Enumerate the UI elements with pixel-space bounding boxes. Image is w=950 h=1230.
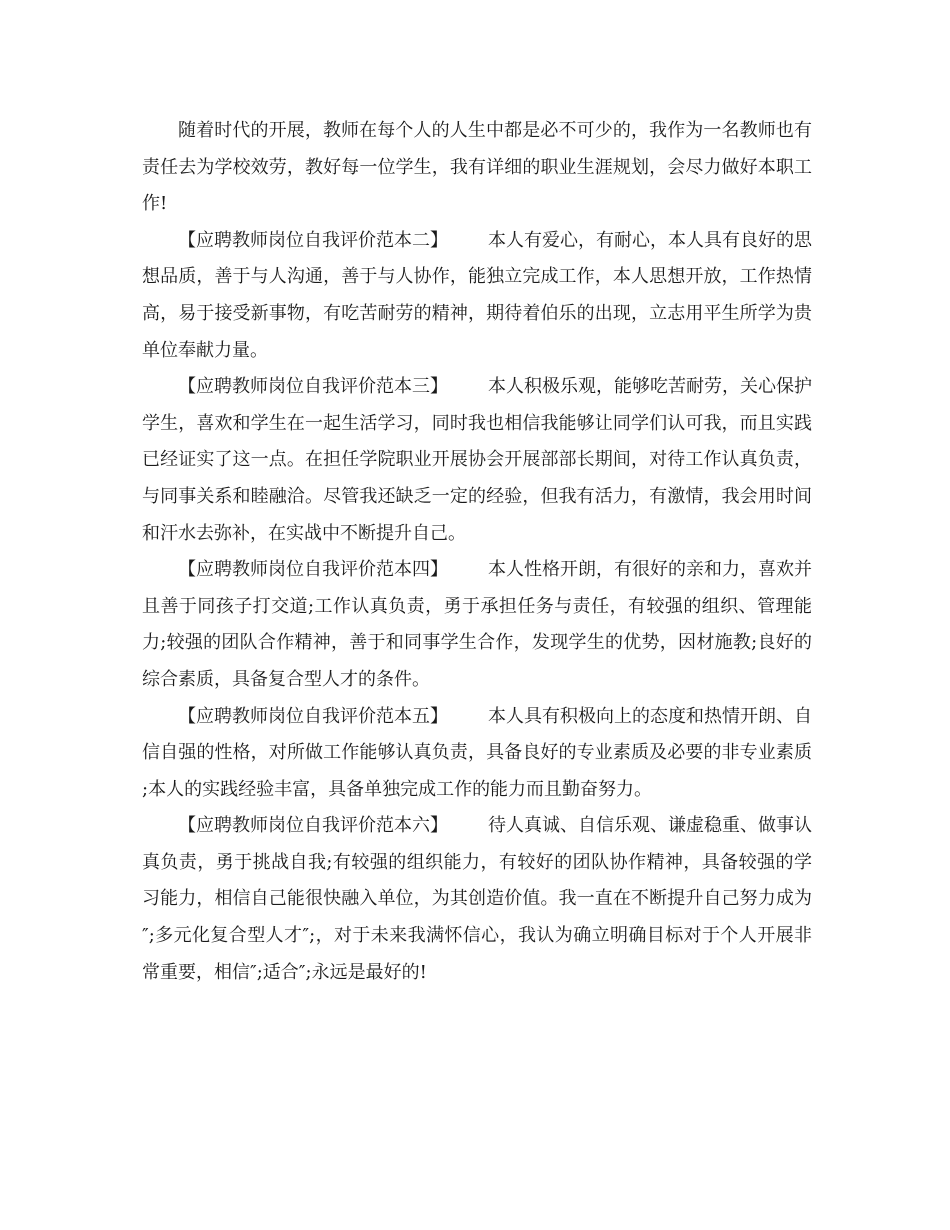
section-body-2: 本人有爱心，有耐心，本人具有良好的思想品质，善于与人沟通，善于与人协作，能独立完成工作，本人思想开放，工作热情高，易于接受新事物，有吃苦耐劳的精神，期待着伯乐的出现，立志用平生所学为贵单位奉献力量。 (142, 229, 812, 361)
section-heading-3: 【应聘教师岗位自我评价范本三】 (178, 376, 448, 398)
section-body-3: 本人积极乐观，能够吃苦耐劳，关心保护学生，喜欢和学生在一起生活学习，同时我也相信我能够让同学们认可我，而且实践已经证实了这一点。在担任学院职业开展协会开展部部长期间，对待工作认真负责，与同事关系和睦融洽。尽管我还缺乏一定的经验，但我有活力，有激情，我会用时间和汗水去弥补，在实战中不断提升自己。 (142, 376, 812, 544)
section-heading-6: 【应聘教师岗位自我评价范本六】 (178, 815, 448, 837)
section-heading-5: 【应聘教师岗位自我评价范本五】 (178, 705, 448, 727)
section-body-4: 本人性格开朗，有很好的亲和力，喜欢并且善于同孩子打交道;工作认真负责，勇于承担任务与责任，有较强的组织、管理能力;较强的团队合作精神，善于和同事学生合作，发现学生的优势，因材施教;良好的综合素质，具备复合型人才的条件。 (142, 559, 812, 690)
intro-paragraph (142, 113, 812, 223)
section-heading-4: 【应聘教师岗位自我评价范本四】 (178, 559, 448, 581)
section-body-5: 本人具有积极向上的态度和热情开朗、自信自强的性格，对所做工作能够认真负责，具备良好的专业素质及必要的非专业素质;本人的实践经验丰富，具备单独完成工作的能力而且勤奋努力。 (142, 705, 812, 800)
document-page (142, 113, 812, 991)
intro-text: 随着时代的开展，教师在每个人的人生中都是必不可少的，我作为一名教师也有责任去为学校效劳，教好每一位学生，我有详细的职业生涯规划，会尽力做好本职工作! (142, 120, 812, 215)
section-paragraph-6 (142, 808, 812, 991)
section-body-6: 待人真诚、自信乐观、谦虚稳重、做事认真负责，勇于挑战自我;有较强的组织能力，有较好的团队协作精神，具备较强的学习能力，相信自己能很快融入单位，为其创造价值。我一直在不断提升自己努力成为″;多元化复合型人才″;，对于未来我满怀信心，我认为确立明确目标对于个人开展非常重要，相信″;适合″;永远是最好的! (142, 815, 812, 983)
section-paragraph-2 (142, 223, 812, 369)
section-paragraph-3 (142, 369, 812, 552)
section-paragraph-4 (142, 552, 812, 698)
section-heading-2: 【应聘教师岗位自我评价范本二】 (178, 229, 448, 251)
section-paragraph-5 (142, 699, 812, 809)
